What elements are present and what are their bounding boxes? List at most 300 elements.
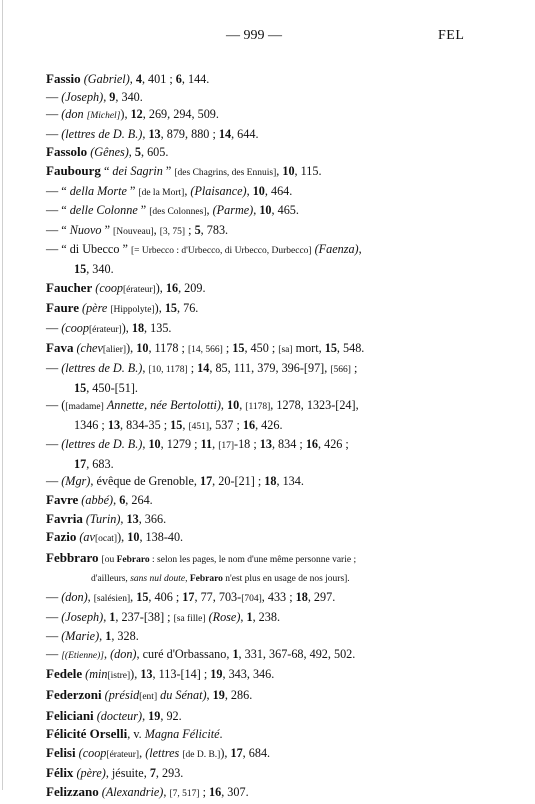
entry-segment: 6 xyxy=(119,493,126,508)
index-entry xyxy=(46,549,486,570)
index-entry xyxy=(46,725,486,744)
entry-segment: ” xyxy=(137,203,150,218)
entry-segment: , 20-[21] ; xyxy=(212,474,265,489)
entry-segment: (abbé) xyxy=(81,493,114,508)
index-entry xyxy=(46,222,486,242)
entry-segment: 15 xyxy=(136,590,149,605)
entry-segment: [7, 517] xyxy=(169,788,200,799)
entry-segment: Félix xyxy=(46,765,74,781)
entry-segment: , xyxy=(153,222,160,237)
entry-segment: [érateur] xyxy=(123,284,156,295)
entry-segment: , 879, 880 ; xyxy=(160,126,219,141)
entry-segment: , 783. xyxy=(200,222,229,237)
entry-segment: , 340. xyxy=(86,261,114,276)
entry-segment: (lettres de D. B.) xyxy=(61,126,143,141)
entry-segment: — xyxy=(46,89,62,104)
index-entry xyxy=(46,510,486,529)
entry-segment: , xyxy=(87,590,94,605)
entry-segment: 19 xyxy=(212,688,225,702)
entry-segment: “ xyxy=(100,163,113,178)
entry-segment: 17 xyxy=(230,745,243,760)
entry-segment: , curé d'Orbassano, xyxy=(136,646,233,661)
entry-segment: ), xyxy=(155,280,166,295)
entry-segment: (coop xyxy=(61,320,89,335)
entry-segment: . xyxy=(219,727,223,742)
entry-segment: 15 xyxy=(324,341,337,356)
entry-segment: , 238. xyxy=(252,609,280,624)
index-entry xyxy=(46,609,486,629)
entry-segment: 17 xyxy=(182,590,195,605)
page-number: — 999 — xyxy=(226,28,282,43)
index-entry-continuation xyxy=(46,456,486,474)
entry-segment: Magna Félicité xyxy=(144,727,220,742)
entry-segment: 15 xyxy=(74,380,87,395)
entry-segment: (lettres xyxy=(145,745,180,760)
entry-segment: , 684. xyxy=(242,745,271,760)
entry-segment: (don xyxy=(61,107,84,122)
entry-segment: ), xyxy=(154,301,165,316)
entry-segment: (lettres de D. B.) xyxy=(61,360,143,375)
entry-segment: (Marie) xyxy=(61,629,100,644)
entry-segment: (Alexandrie) xyxy=(101,784,164,799)
entry-segment: [érateur] xyxy=(88,324,122,335)
entry-segment: 1346 ; xyxy=(74,417,108,432)
entry-segment: [17] xyxy=(218,441,235,452)
entry-segment: (chev xyxy=(76,341,103,356)
entry-segment: 14 xyxy=(197,360,210,375)
entry-segment: [566] xyxy=(330,364,351,375)
entry-segment: ), xyxy=(126,341,137,356)
entry-segment: [des Colonnes] xyxy=(149,207,207,218)
entry-segment: , xyxy=(212,437,219,452)
index-entry xyxy=(46,320,486,340)
entry-segment: Favre xyxy=(46,492,79,508)
entry-segment: Febbraro xyxy=(46,549,99,565)
entry-segment: (Faenza) xyxy=(314,242,359,257)
entry-segment: 18 xyxy=(295,590,308,605)
entry-segment: [salésien] xyxy=(93,594,131,605)
entry-segment: — “ di Ubecco ” xyxy=(46,242,131,257)
index-entry xyxy=(46,491,486,510)
entry-segment: 15 xyxy=(232,341,245,356)
entry-segment: , xyxy=(130,590,137,605)
entry-segment: , xyxy=(206,203,213,218)
entry-segment: 6 xyxy=(175,72,182,86)
index-entry xyxy=(46,241,486,261)
entry-segment: , 433 ; xyxy=(261,590,296,605)
entry-segment: (Rose) xyxy=(208,609,241,624)
entry-segment: (Parme) xyxy=(212,203,254,218)
index-entry xyxy=(46,589,486,609)
entry-segment: d'ailleurs, xyxy=(91,574,131,585)
entry-segment: , 426 ; xyxy=(318,437,349,452)
entry-segment: [des Chagrins, des Ennuis] xyxy=(174,167,277,178)
entry-segment: , 77, 703- xyxy=(194,590,242,605)
entry-segment: , xyxy=(246,183,253,198)
entry-segment: , xyxy=(139,745,146,760)
entry-segment: Fazio xyxy=(46,529,77,545)
index-entry xyxy=(46,106,486,126)
index-entry xyxy=(46,89,486,107)
entry-segment: 15 xyxy=(164,301,178,316)
index-entry xyxy=(46,686,486,707)
entry-segment: : selon les pages, le nom d'une même personne varie ; xyxy=(149,554,357,565)
entry-segment: 1 xyxy=(105,629,112,644)
entry-segment: — xyxy=(46,646,62,661)
entry-segment: (coop xyxy=(95,280,124,295)
entry-segment: — xyxy=(46,474,62,489)
entry-segment: [érateur] xyxy=(106,749,140,760)
entry-segment: , 426. xyxy=(255,417,283,432)
entry-segment: , 76. xyxy=(177,301,199,316)
index-entries xyxy=(46,70,486,804)
entry-segment: [de la Mort] xyxy=(138,187,185,198)
entry-segment: Federzoni xyxy=(46,687,102,702)
index-entry-continuation xyxy=(46,380,486,398)
entry-segment: ; xyxy=(222,341,233,356)
entry-segment: , 465. xyxy=(271,203,299,218)
entry-segment: (père xyxy=(82,301,108,316)
entry-segment: [704] xyxy=(241,594,262,605)
entry-segment: Febraro xyxy=(116,554,150,565)
entry-segment: , xyxy=(220,398,228,413)
entry-segment: , 834 ; xyxy=(271,437,306,452)
entry-segment: [1178] xyxy=(245,402,271,413)
index-entry xyxy=(46,202,486,222)
entry-segment: , xyxy=(253,203,260,218)
entry-segment: , 85, 111, 379, 396-[97], xyxy=(209,360,331,375)
index-entry xyxy=(46,279,486,300)
entry-segment: 10 xyxy=(259,203,272,218)
entry-segment: ” xyxy=(101,222,114,237)
entry-segment: 14 xyxy=(218,126,232,141)
entry-segment: , 115. xyxy=(294,163,322,178)
page-edge-rule xyxy=(2,0,3,790)
entry-segment: (Gabriel) xyxy=(83,72,130,86)
index-entry xyxy=(46,764,486,783)
entry-segment: — ( xyxy=(46,398,66,413)
entry-segment: , 307. xyxy=(221,784,249,799)
entry-segment: [de D. B.] xyxy=(182,749,221,760)
entry-segment: , xyxy=(358,242,362,257)
entry-segment: ; xyxy=(350,360,358,375)
entry-segment: [alier] xyxy=(102,345,127,356)
entry-segment: Fassolo xyxy=(46,144,88,160)
entry-segment: , 138-40. xyxy=(139,530,184,545)
entry-segment: , 340. xyxy=(115,89,143,104)
entry-segment: , xyxy=(113,493,120,508)
entry-segment: ; xyxy=(185,222,195,237)
entry-segment: 15 xyxy=(74,261,87,276)
entry-segment: , 328. xyxy=(111,629,139,644)
entry-segment: , xyxy=(184,183,191,198)
entry-segment: , 331, 367-68, 492, 502. xyxy=(238,646,356,661)
entry-segment: Faure xyxy=(46,300,79,316)
entry-segment: , 144. xyxy=(181,72,210,86)
entry-segment: [Hippolyte] xyxy=(110,305,155,316)
entry-segment: , 834-35 ; xyxy=(120,417,171,432)
entry-segment: ), xyxy=(220,745,231,760)
index-entry-continuation xyxy=(46,569,486,589)
entry-segment: [451] xyxy=(188,421,210,432)
entry-segment: 10 xyxy=(127,530,140,545)
entry-segment: , 450-[51]. xyxy=(86,380,138,395)
entry-segment: , 548. xyxy=(336,341,365,356)
entry-segment: , 450 ; xyxy=(244,341,279,356)
entry-segment: 16 xyxy=(209,784,222,799)
entry-segment: (av xyxy=(79,530,95,545)
entry-segment: Felisi xyxy=(46,744,76,760)
index-entry xyxy=(46,397,486,417)
entry-segment: 16 xyxy=(305,437,318,452)
entry-segment: , v. xyxy=(127,727,145,742)
entry-segment: 16 xyxy=(242,417,256,432)
index-entry xyxy=(46,183,486,203)
entry-segment: — xyxy=(46,590,62,605)
entry-segment: 1 xyxy=(232,646,239,661)
entry-segment: , 293. xyxy=(155,766,184,781)
entry-segment: , 1279 ; xyxy=(160,437,201,452)
entry-segment: (lettres de D. B.) xyxy=(61,437,143,452)
entry-segment: , 269, 294, 509. xyxy=(142,107,219,122)
entry-segment: Félicité Orselli xyxy=(46,726,128,742)
entry-segment: (min xyxy=(85,667,108,682)
entry-segment: 10 xyxy=(136,341,149,356)
entry-segment: (Joseph) xyxy=(61,609,104,624)
index-entry-continuation xyxy=(46,261,486,279)
index-entry xyxy=(46,473,486,491)
entry-segment: 10 xyxy=(227,398,240,413)
entry-segment: [madame] xyxy=(65,402,104,413)
entry-segment: , xyxy=(185,574,190,585)
entry-segment: , 406 ; xyxy=(148,590,183,605)
index-entry xyxy=(46,665,486,686)
entry-segment: , 264. xyxy=(125,493,153,508)
entry-segment: 7 xyxy=(149,766,156,781)
index-entry xyxy=(46,162,486,183)
entry-segment: — “ xyxy=(46,222,70,237)
entry-segment: , 286. xyxy=(224,688,253,702)
entry-segment: Felizzano xyxy=(46,783,99,799)
index-entry xyxy=(46,299,486,320)
entry-segment: 13 xyxy=(107,417,121,432)
entry-segment: , xyxy=(142,360,149,375)
entry-segment: [sa] xyxy=(278,345,293,356)
entry-segment: [sa fille] xyxy=(173,613,206,624)
entry-segment: [= Urbecco : d'Urbecco, di Urbecco, Durbecco] xyxy=(130,246,312,257)
entry-segment: , xyxy=(182,417,189,432)
entry-segment: , 464. xyxy=(264,183,293,198)
entry-segment: (présid xyxy=(104,688,140,702)
entry-segment: , 209. xyxy=(178,280,206,295)
entry-segment: Fedele xyxy=(46,666,83,682)
index-entry xyxy=(46,628,486,646)
page-header xyxy=(0,28,535,46)
entry-segment: , xyxy=(163,784,170,799)
entry-segment: Faucher xyxy=(46,279,93,295)
entry-segment: 12 xyxy=(130,107,143,122)
entry-segment: ; xyxy=(199,784,210,799)
entry-segment: , 237-[38] ; xyxy=(115,609,174,624)
entry-segment: 9 xyxy=(109,89,116,104)
entry-segment: 16 xyxy=(165,280,179,295)
entry-segment: — xyxy=(46,437,62,452)
entry-segment: , xyxy=(128,145,135,160)
index-entry xyxy=(46,339,486,360)
entry-segment: — xyxy=(46,320,62,335)
entry-segment: ), xyxy=(117,530,128,545)
entry-segment: 10 xyxy=(148,437,161,452)
entry-segment: , xyxy=(142,708,149,723)
entry-segment: , 1278, 1323-[24], xyxy=(270,398,359,413)
entry-segment: della Morte xyxy=(69,183,127,198)
entry-segment: n'est plus en usage de nos jours]. xyxy=(222,574,350,585)
entry-segment: ” xyxy=(162,163,175,178)
entry-segment: ), xyxy=(120,107,131,122)
entry-segment: 11 xyxy=(200,437,213,452)
entry-segment: [Nouveau] xyxy=(113,226,154,237)
entry-segment: du Sénat) xyxy=(160,688,207,702)
entry-segment: , 92. xyxy=(160,708,182,723)
entry-segment: 10 xyxy=(252,183,265,198)
entry-segment: , 343, 346. xyxy=(222,667,275,682)
entry-segment: , 683. xyxy=(86,456,114,471)
entry-segment: (don) xyxy=(61,590,88,605)
index-entry xyxy=(46,143,486,162)
entry-segment: 5 xyxy=(194,222,201,237)
entry-segment: 15 xyxy=(170,417,183,432)
entry-segment: dei Sagrin xyxy=(112,163,163,178)
index-entry xyxy=(46,70,486,89)
entry-segment: , xyxy=(239,398,246,413)
entry-segment: 13 xyxy=(148,126,161,141)
entry-segment: sans nul doute xyxy=(130,574,186,585)
entry-segment: , 605. xyxy=(140,145,169,160)
entry-segment: (Plaisance) xyxy=(190,183,247,198)
entry-segment: Febraro xyxy=(189,574,223,585)
entry-segment: Fassio xyxy=(46,71,81,86)
entry-segment: , xyxy=(99,629,106,644)
entry-segment: , 644. xyxy=(231,126,259,141)
index-entry xyxy=(46,707,486,726)
entry-segment: (docteur) xyxy=(96,708,143,723)
entry-segment: — “ xyxy=(46,183,70,198)
entry-segment: 19 xyxy=(148,708,161,723)
entry-segment: [10, 1178] xyxy=(148,364,188,375)
entry-segment: [14, 566] xyxy=(187,345,223,356)
entry-segment: , 1178 ; xyxy=(148,341,188,356)
entry-segment: Fava xyxy=(46,340,74,356)
entry-segment: — xyxy=(46,126,62,141)
entry-segment: ; xyxy=(187,360,198,375)
entry-segment: 10 xyxy=(282,163,295,178)
entry-segment: [ocat] xyxy=(94,534,118,545)
index-entry-continuation xyxy=(46,417,486,437)
entry-segment: [ou xyxy=(101,554,117,565)
index-entry xyxy=(46,436,486,456)
entry-segment: , xyxy=(103,646,111,661)
entry-segment: ), xyxy=(130,667,141,682)
entry-segment: [(Etienne)] xyxy=(61,650,104,661)
entry-segment: , 113-[14] ; xyxy=(152,667,211,682)
entry-segment: [3, 75] xyxy=(159,226,186,237)
entry-segment: ), xyxy=(121,320,132,335)
entry-segment: [Michel] xyxy=(86,111,121,122)
entry-segment: mort, xyxy=(292,341,325,356)
entry-segment: [ent] xyxy=(139,692,158,702)
entry-segment: (Turin) xyxy=(85,511,121,526)
entry-segment: , xyxy=(120,511,127,526)
entry-segment: 13 xyxy=(126,511,139,526)
entry-segment: 17 xyxy=(199,474,213,489)
entry-segment: (don) xyxy=(110,646,137,661)
entry-segment: , xyxy=(240,609,247,624)
entry-segment: , xyxy=(142,126,149,141)
entry-segment: 18 xyxy=(131,320,145,335)
entry-segment: 5 xyxy=(134,145,141,160)
entry-segment: delle Colonne xyxy=(69,203,138,218)
entry-segment: 13 xyxy=(259,437,272,452)
entry-segment: — xyxy=(46,629,62,644)
entry-segment: (père) xyxy=(76,766,106,781)
index-entry xyxy=(46,646,486,666)
entry-segment: , 401 ; xyxy=(141,72,176,86)
entry-segment: 17 xyxy=(74,456,87,471)
entry-segment: , jésuite, xyxy=(105,766,150,781)
entry-segment: (Mgr) xyxy=(61,474,91,489)
entry-segment: , 134. xyxy=(276,474,304,489)
entry-segment: , xyxy=(103,609,110,624)
entry-segment: 4 xyxy=(135,72,142,86)
entry-segment: , 537 ; xyxy=(209,417,243,432)
index-entry xyxy=(46,744,486,765)
entry-segment: , xyxy=(206,688,213,702)
entry-segment: (coop xyxy=(78,745,107,760)
entry-segment: , xyxy=(129,72,136,86)
entry-segment: Favria xyxy=(46,510,83,526)
entry-segment: [istre] xyxy=(107,671,131,682)
entry-segment: , xyxy=(142,437,149,452)
entry-segment: Faubourg xyxy=(46,162,101,178)
entry-segment: ” xyxy=(126,183,139,198)
entry-segment: 1 xyxy=(246,609,253,624)
entry-segment: -18 ; xyxy=(234,437,260,452)
index-entry xyxy=(46,126,486,144)
entry-segment: Nuovo xyxy=(69,222,102,237)
entry-segment: 19 xyxy=(210,667,223,682)
index-entry xyxy=(46,360,486,380)
entry-segment: — xyxy=(46,107,62,122)
entry-segment: Annette, née Bertolotti) xyxy=(106,398,221,413)
entry-segment: (Joseph) xyxy=(61,89,104,104)
entry-segment: , xyxy=(276,163,283,178)
index-entry xyxy=(46,528,486,549)
entry-segment: — xyxy=(46,609,62,624)
entry-segment: — “ xyxy=(46,203,70,218)
index-entry xyxy=(46,783,486,804)
entry-segment: , xyxy=(103,89,110,104)
entry-segment: — xyxy=(46,360,62,375)
entry-segment: (Gênes) xyxy=(90,145,129,160)
entry-segment: , évêque de Grenoble, xyxy=(90,474,200,489)
entry-segment: 1 xyxy=(109,609,116,624)
entry-segment: , 135. xyxy=(144,320,172,335)
entry-segment: Feliciani xyxy=(46,707,94,723)
entry-segment: 13 xyxy=(140,667,153,682)
entry-segment: 18 xyxy=(264,474,277,489)
entry-segment: , 366. xyxy=(138,511,167,526)
entry-segment: , 297. xyxy=(307,590,336,605)
